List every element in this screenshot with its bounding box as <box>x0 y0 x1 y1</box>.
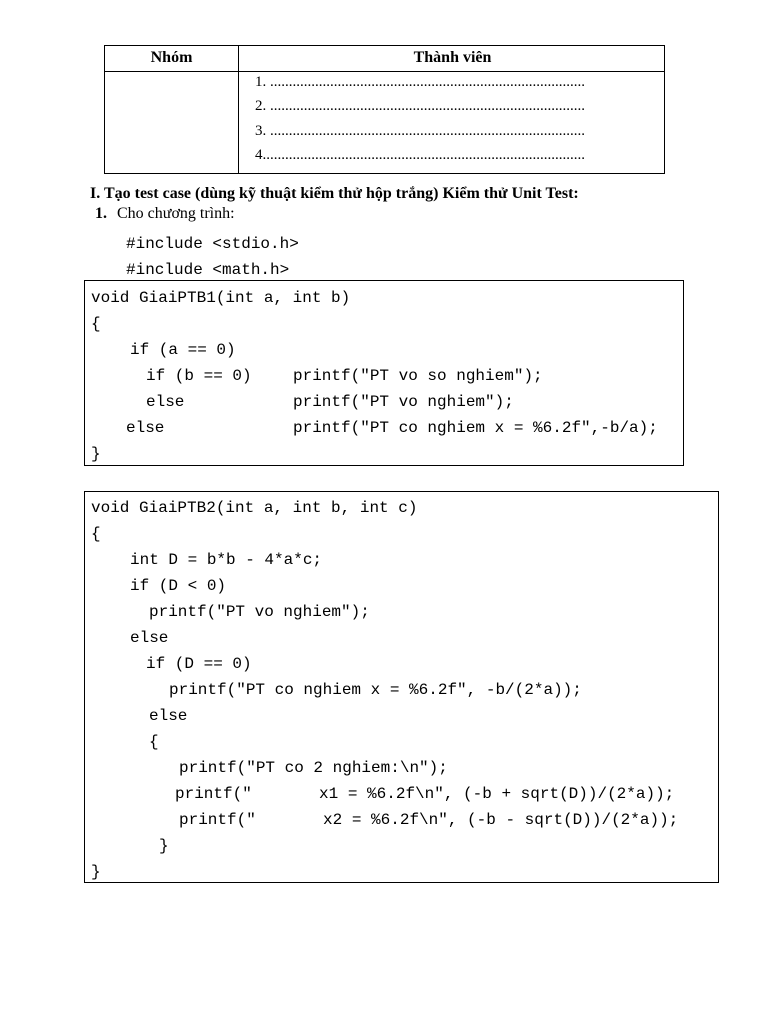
code-line: } <box>159 837 169 855</box>
code-line: if (D < 0) <box>130 577 227 595</box>
list-item-text: Cho chương trình: <box>117 205 235 222</box>
member-line-4: 4...................................................................................... <box>255 147 585 163</box>
list-item-number: 1. <box>95 205 107 222</box>
code-line: printf("PT vo nghiem"); <box>293 393 514 411</box>
code-line: else <box>126 419 165 437</box>
member-line-3: 3. .................................................................................... <box>255 123 585 139</box>
code-line: else <box>146 393 185 411</box>
section-heading: I. Tạo test case (dùng kỹ thuật kiểm thử hộp trắng) Kiểm thử Unit Test: <box>90 185 579 202</box>
code-line: if (D == 0) <box>146 655 252 673</box>
code-line: void GiaiPTB1(int a, int b) <box>91 289 351 307</box>
code-line: { <box>149 733 159 751</box>
code-line: int D = b*b - 4*a*c; <box>130 551 323 569</box>
code-line: else <box>130 629 169 647</box>
code-line: void GiaiPTB2(int a, int b, int c) <box>91 499 418 517</box>
member-line-2: 2. .................................................................................... <box>255 98 585 114</box>
code-line: printf("PT vo nghiem"); <box>149 603 370 621</box>
code-line: { <box>91 315 101 333</box>
table-header-group: Nhóm <box>150 49 193 66</box>
code-line: { <box>91 525 101 543</box>
code-line: } <box>91 863 101 881</box>
code-line: } <box>91 445 101 463</box>
code-line: printf("PT vo so nghiem"); <box>293 367 543 385</box>
include-math: #include <math.h> <box>126 261 290 279</box>
code-line: else <box>149 707 188 725</box>
member-line-1: 1. .................................................................................... <box>255 74 585 90</box>
code-line: printf("PT co nghiem x = %6.2f",-b/a); <box>293 419 658 437</box>
table-header-members: Thành viên <box>413 49 492 66</box>
code-line: printf("PT co nghiem x = %6.2f", -b/(2*a)); <box>169 681 582 699</box>
group-table <box>104 45 665 174</box>
code-line: printf("PT co 2 nghiem:\n"); <box>179 759 448 777</box>
code-line: printf(" x2 = %6.2f\n", (-b - sqrt(D))/(2*a)); <box>179 811 679 829</box>
table-header-divider <box>105 71 664 72</box>
code-line: printf(" x1 = %6.2f\n", (-b + sqrt(D))/(2*a)); <box>175 785 675 803</box>
code-line: if (b == 0) <box>146 367 252 385</box>
include-stdio: #include <stdio.h> <box>126 235 299 253</box>
code-line: if (a == 0) <box>130 341 236 359</box>
